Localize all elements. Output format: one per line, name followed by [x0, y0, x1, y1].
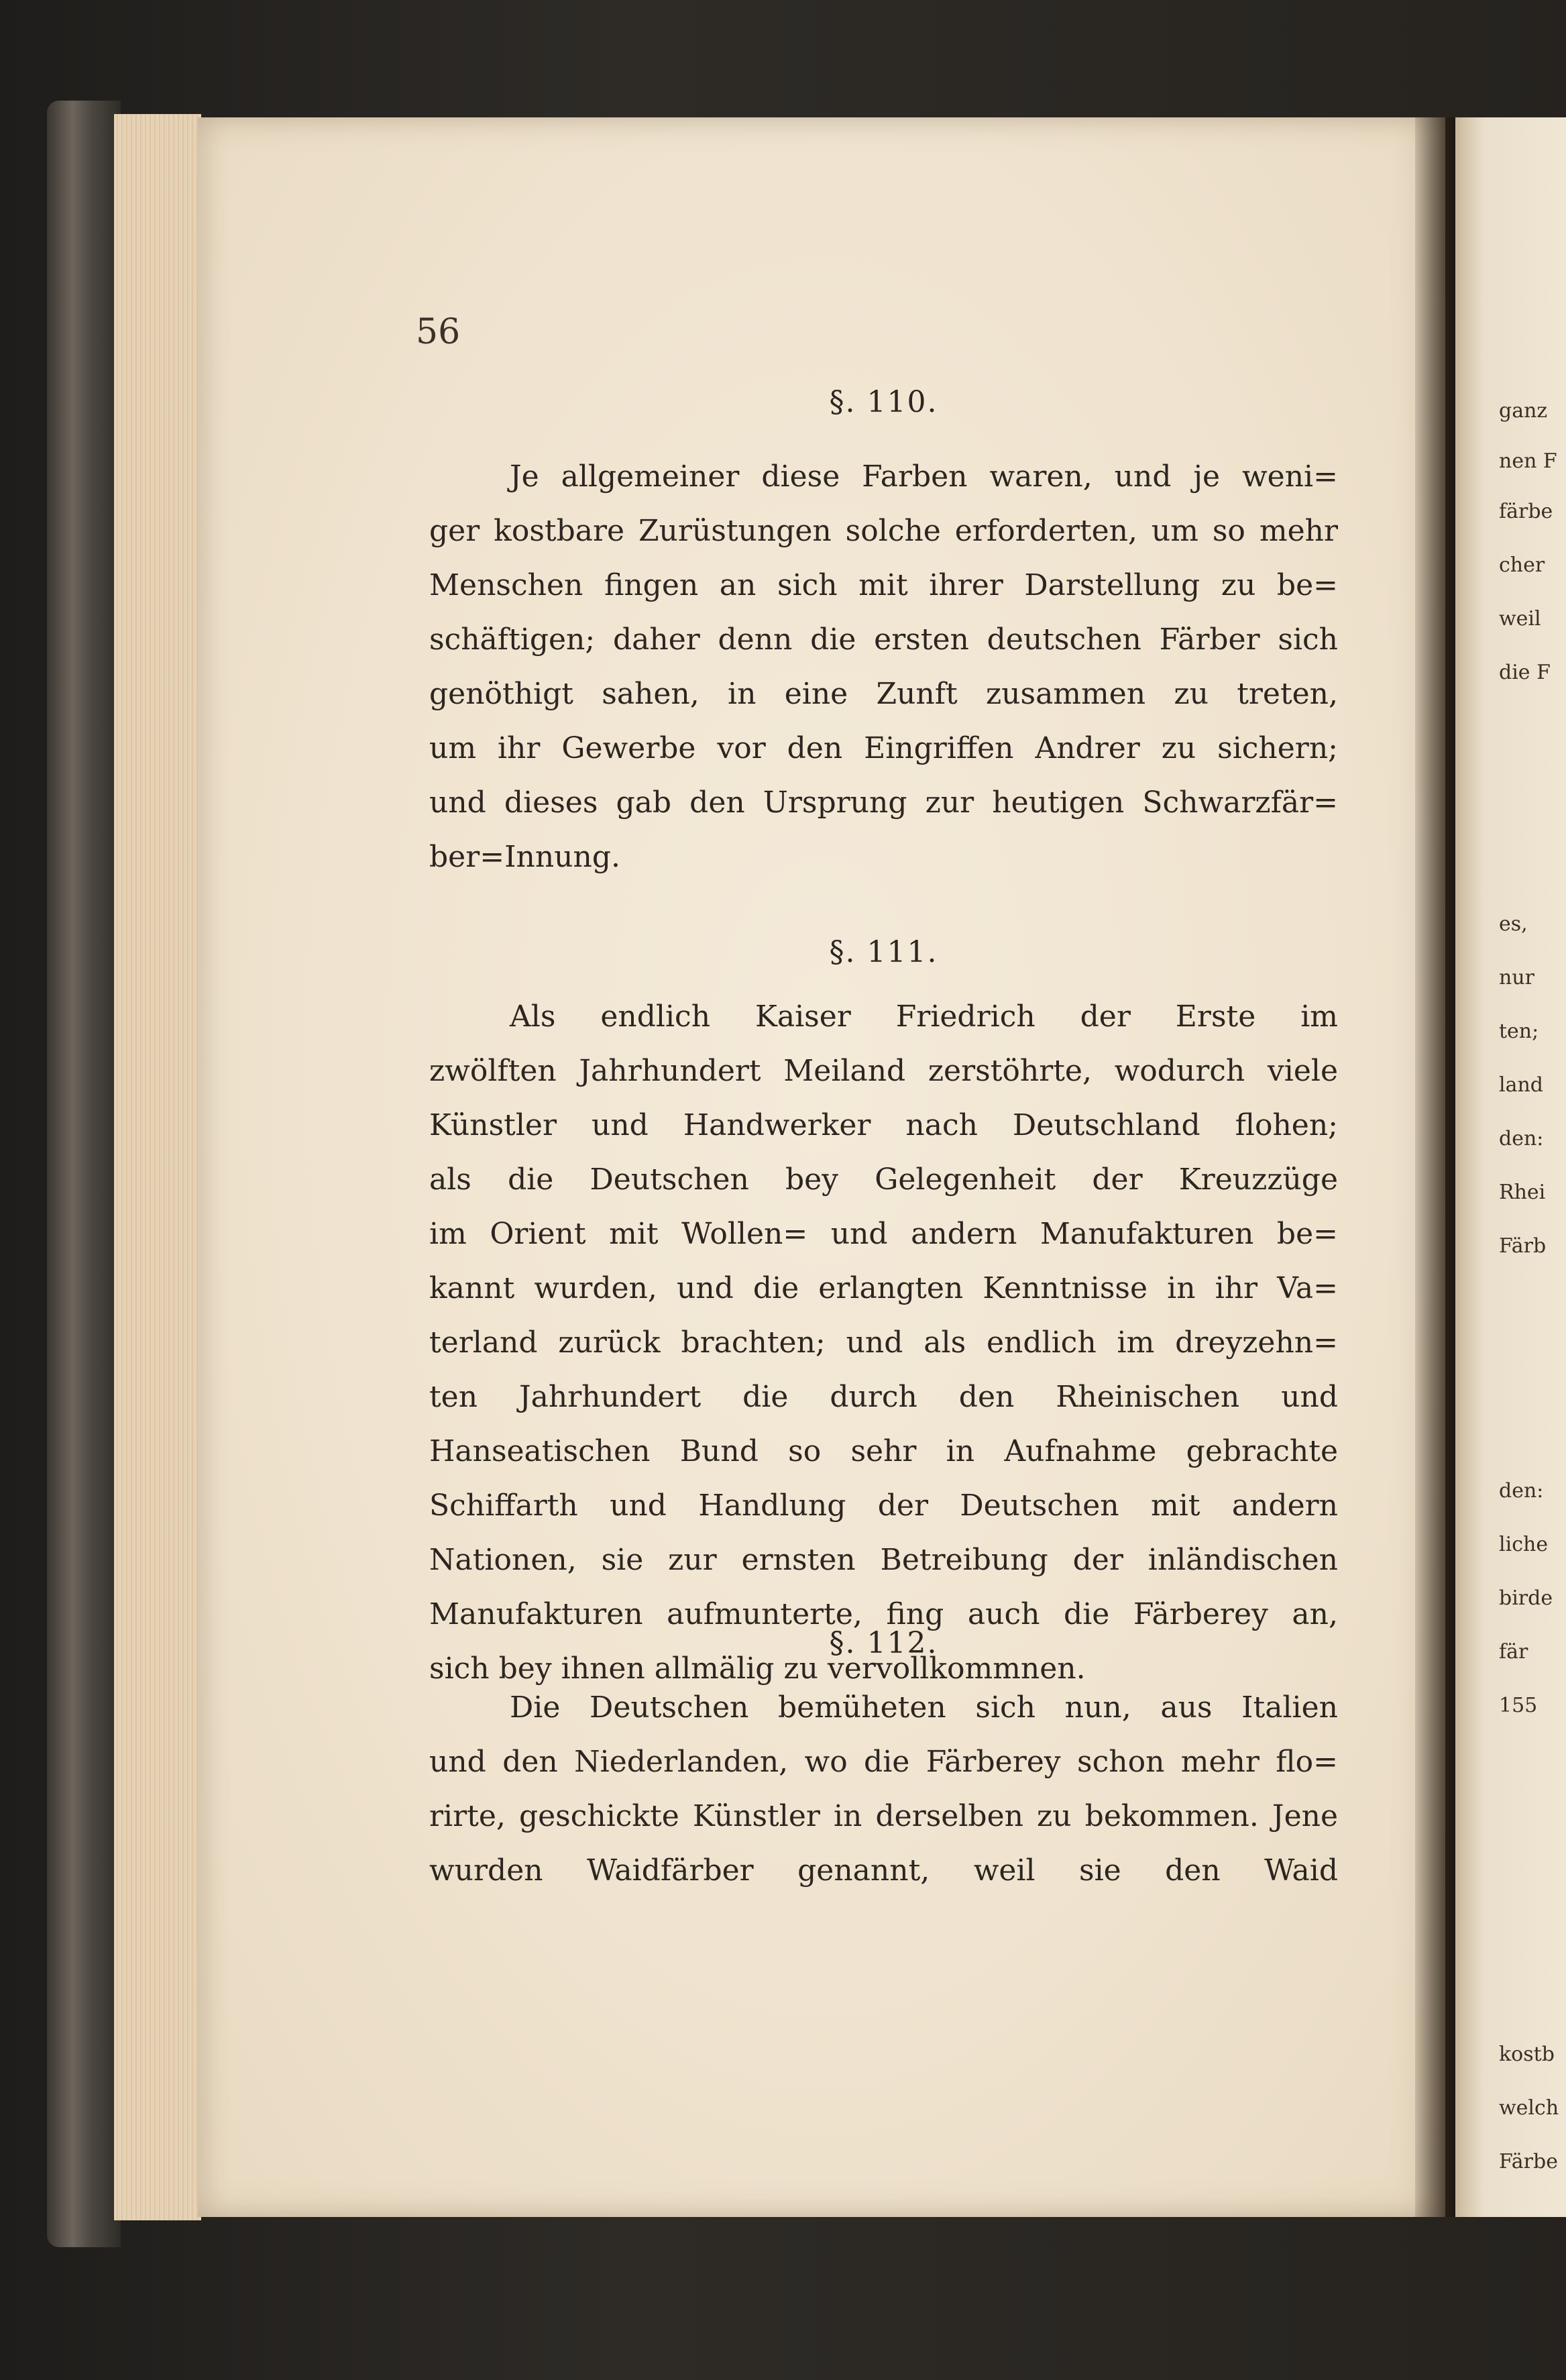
- next-page-fragment: cher: [1499, 553, 1545, 577]
- text-line: Als endlich Kaiser Friedrich der Erste im: [510, 999, 1338, 1034]
- next-page-fragment: land: [1499, 1073, 1544, 1097]
- next-page-fragment: den:: [1499, 1479, 1544, 1503]
- section-heading-111: §. 111.: [829, 935, 938, 969]
- next-page-fragment: 155: [1499, 1694, 1538, 1717]
- text-line: kannt wurden, und die erlangten Kenntnisse in ihr Va=: [429, 1271, 1338, 1305]
- page-number: 56: [416, 312, 461, 352]
- paragraph-112: [429, 1680, 1338, 1898]
- text-line: genöthigt sahen, in eine Zunft zusammen zu treten,: [429, 677, 1338, 711]
- text-line: Die Deutschen bemüheten sich nun, aus Italien: [510, 1690, 1338, 1725]
- next-page-fragment: fär: [1499, 1640, 1528, 1664]
- next-page-fragment: liche: [1499, 1533, 1549, 1556]
- text-line: Künstler und Handwerker nach Deutschland flohen;: [429, 1108, 1338, 1142]
- text-line: rirte, geschickte Künstler in derselben zu bekommen. Jene: [429, 1799, 1338, 1833]
- text-line: und dieses gab den Ursprung zur heutigen Schwarzfär=: [429, 786, 1338, 820]
- book-cover-edge: [47, 101, 121, 2247]
- next-page-fragment: kostb: [1499, 2043, 1555, 2066]
- next-page-fragment: Färb: [1499, 1234, 1547, 1258]
- next-page-sliver: [1455, 117, 1566, 2217]
- text-line: im Orient mit Wollen= und andern Manufakturen be=: [429, 1217, 1338, 1251]
- next-page-fragment: weil: [1499, 607, 1541, 631]
- text-line: und den Niederlanden, wo die Färberey schon mehr flo=: [429, 1745, 1338, 1779]
- text-line: ger kostbare Zurüstungen solche erforderten, um so mehr: [429, 514, 1338, 548]
- next-page-fragment: färbe: [1499, 500, 1553, 523]
- next-page-fragment: welch: [1499, 2096, 1559, 2120]
- text-line: Je allgemeiner diese Farben waren, und je weni=: [510, 459, 1338, 494]
- page-stack-edge: [114, 114, 201, 2220]
- next-page-fragment: Rhei: [1499, 1181, 1546, 1204]
- text-line: Manufakturen aufmunterte, fing auch die Färberey an,: [429, 1597, 1338, 1631]
- next-page-fragment: birde: [1499, 1586, 1553, 1610]
- next-page-fragment: nur: [1499, 966, 1534, 989]
- text-line: als die Deutschen bey Gelegenheit der Kreuzzüge: [429, 1162, 1338, 1197]
- text-line: Nationen, sie zur ernsten Betreibung der inländischen: [429, 1543, 1338, 1577]
- text-line: wurden Waidfärber genannt, weil sie den Waid: [429, 1853, 1338, 1888]
- next-page-fragment: die F: [1499, 661, 1551, 684]
- next-page-fragment: es,: [1499, 912, 1528, 936]
- next-page-fragment: Färbe: [1499, 2150, 1558, 2173]
- text-line: zwölften Jahrhundert Meiland zerstöhrte, wodurch viele: [429, 1054, 1338, 1088]
- text-line: Hanseatischen Bund so sehr in Aufnahme gebrachte: [429, 1434, 1338, 1468]
- next-page-fragment: ganz: [1499, 399, 1548, 423]
- text-line: Menschen fingen an sich mit ihrer Darstellung zu be=: [429, 568, 1338, 602]
- text-line: sich bey ihnen allmälig zu vervollkommnen.: [429, 1652, 1086, 1686]
- text-line: um ihr Gewerbe vor den Eingriffen Andrer zu sichern;: [429, 731, 1338, 765]
- text-line: schäftigen; daher denn die ersten deutschen Färber sich: [429, 623, 1338, 657]
- text-line: ten Jahrhundert die durch den Rheinischen und: [429, 1380, 1338, 1414]
- next-page-fragment: den:: [1499, 1127, 1544, 1150]
- text-line: Schiffarth und Handlung der Deutschen mit andern: [429, 1489, 1338, 1523]
- text-line: terland zurück brachten; und als endlich im dreyzehn=: [429, 1326, 1338, 1360]
- section-heading-112: §. 112.: [829, 1626, 938, 1660]
- paragraph-110: [429, 449, 1338, 884]
- next-page-fragment: ten;: [1499, 1020, 1539, 1043]
- next-page-fragment: nen F: [1499, 449, 1557, 473]
- paragraph-111: [429, 989, 1338, 1696]
- text-line: ber=Innung.: [429, 840, 620, 874]
- section-heading-110: §. 110.: [829, 385, 938, 419]
